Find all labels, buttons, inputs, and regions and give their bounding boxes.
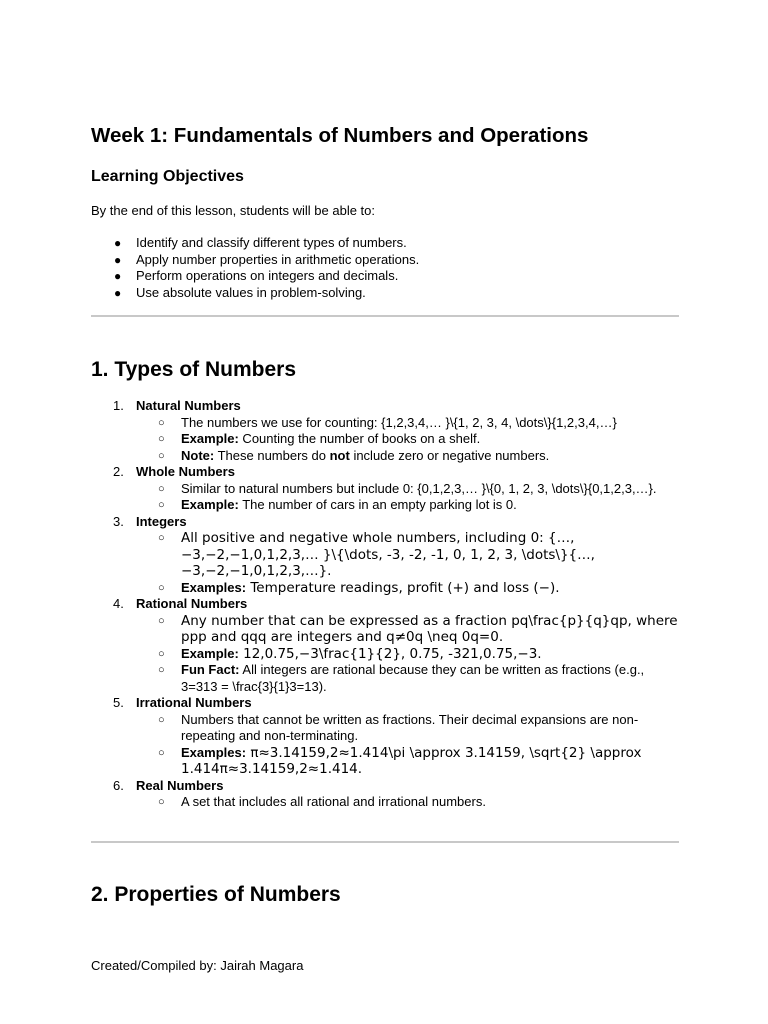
item-label: Real Numbers xyxy=(136,777,224,793)
page-title: Week 1: Fundamentals of Numbers and Operations xyxy=(91,124,589,147)
item-label: Integers xyxy=(136,513,187,529)
circle-bullet-icon: ○ xyxy=(158,532,165,544)
list-item: ● Perform operations on integers and decimals. xyxy=(114,268,399,283)
sub-item: ○ Numbers that cannot be written as fractions. Their decimal expansions are non-repeating and non-terminating. xyxy=(158,711,639,743)
list-item: 3. Integers ○ All positive and negative whole numbers, including 0: {…,−3,−2,−1,0,1,2,3,… }\{\dots, -3, -2, -1, 0, 1, 2, 3, \dots\}{…,−3,−2,−1,0,1,2,3,…}. ○ Examples: Temperature readings, profit (+) and loss (−). xyxy=(91,514,679,597)
objectives-intro: By the end of this lesson, students will be able to: xyxy=(91,203,376,218)
circle-bullet-icon: ○ xyxy=(158,713,165,726)
circle-bullet-icon: ○ xyxy=(158,416,165,429)
bullet-icon: ● xyxy=(114,236,122,250)
sub-item: ○ Examples: π≈3.14159,2≈1.414\pi \approx 3.14159, \sqrt{2} \approx 1.414π≈3.14159,2≈1.414. xyxy=(158,744,642,777)
list-item: 4. Rational Numbers ○ Any number that can be expressed as a fraction pq\frac{p}{q}qp, where ppp and qqq are integers and q≠0q \neq 0q=0. ○ Example: 12,0.75,−3\frac{1}{2}, 0.75, -321,0.75,−3. ○ Fun Fact: All integers are rational because they can be written as fractions (e.g., 3=313 = \frac{3}{1}3=13). xyxy=(113,596,678,694)
circle-bullet-icon: ○ xyxy=(158,581,165,594)
circle-bullet-icon: ○ xyxy=(158,746,165,759)
list-item: ● Identify and classify different types of numbers. xyxy=(114,235,407,250)
circle-bullet-icon: ○ xyxy=(158,499,165,511)
circle-bullet-icon: ○ xyxy=(158,664,165,676)
sub-item: ○ Any number that can be expressed as a fraction pq\frac{p}{q}qp, where ppp and qqq are integers and q≠0q \neq 0q=0. xyxy=(158,612,678,645)
bullet-icon: ● xyxy=(114,252,122,267)
sub-item: ○ Example: Counting the number of books on a shelf. xyxy=(158,431,481,446)
sub-item: ○ Fun Fact: All integers are rational because they can be written as fractions (e.g., 3=313 = \frac{3}{1}3=13). xyxy=(158,662,645,694)
item-label: Irrational Numbers xyxy=(136,695,252,710)
divider xyxy=(91,841,679,843)
footer-credit: Created/Compiled by: Jairah Magara xyxy=(91,958,304,973)
divider xyxy=(91,315,679,317)
list-item: ● Apply number properties in arithmetic operations. xyxy=(114,251,420,267)
sub-item: ○ The numbers we use for counting: {1,2,3,4,… }\{1, 2, 3, 4, \dots\}{1,2,3,4,…} xyxy=(158,414,617,430)
sub-item: ○ Note: These numbers do not include zero or negative numbers. xyxy=(158,447,550,463)
list-item: 2. Whole Numbers ○ Similar to natural numbers but include 0: {0,1,2,3,… }\{0, 1, 2, 3, \dots\}{0,1,2,3,…}. ○ Example: The number of cars in an empty parking lot is 0. xyxy=(91,464,679,514)
circle-bullet-icon: ○ xyxy=(158,482,165,495)
list-item: 5. Irrational Numbers ○ Numbers that cannot be written as fractions. Their decimal expansions are non-repeating and non-terminating. ○ Examples: π≈3.14159,2≈1.414\pi \approx 3.14159, \sqrt{2} \approx 1.414π≈3.14159,2≈1.414. xyxy=(91,695,679,778)
circle-bullet-icon: ○ xyxy=(158,449,165,462)
objectives-heading: Learning Objectives xyxy=(91,168,244,185)
list-item: ● Use absolute values in problem-solving. xyxy=(114,284,366,300)
sub-item: ○ Example: 12,0.75,−3\frac{1}{2}, 0.75, -321,0.75,−3. xyxy=(158,645,542,662)
sub-item: ○ Example: The number of cars in an empty parking lot is 0. xyxy=(158,497,517,512)
sub-item: ○ All positive and negative whole numbers, including 0: {…,−3,−2,−1,0,1,2,3,… }\{\dots, -3, -2, -1, 0, 1, 2, 3, \dots\}{…,−3,−2,−1,0,1,2,3,…}. xyxy=(158,530,595,579)
sub-item: ○ A set that includes all rational and irrational numbers. xyxy=(158,794,486,809)
list-item: 1. Natural Numbers ○ The numbers we use for counting: {1,2,3,4,… }\{1, 2, 3, 4, \dots\}{1,2,3,4,…} ○ Example: Counting the number of books on a shelf. ○ Note: These numbers do not include zero or negative numbers. xyxy=(91,398,679,464)
list-item: 6. Real Numbers ○ A set that includes all rational and irrational numbers. xyxy=(91,778,679,811)
objectives-list xyxy=(91,235,419,301)
section-heading-properties: 2. Properties of Numbers xyxy=(91,883,341,906)
item-label: Whole Numbers xyxy=(136,464,235,479)
circle-bullet-icon: ○ xyxy=(158,796,165,808)
section-heading-types: 1. Types of Numbers xyxy=(91,358,296,381)
bullet-icon: ● xyxy=(114,285,122,300)
circle-bullet-icon: ○ xyxy=(158,433,165,445)
bullet-icon: ● xyxy=(114,269,122,283)
types-list xyxy=(91,398,679,811)
sub-item: ○ Similar to natural numbers but include 0: {0,1,2,3,… }\{0, 1, 2, 3, \dots\}{0,1,2,3,…}. xyxy=(158,480,657,496)
item-label: Rational Numbers xyxy=(136,596,248,611)
item-label: Natural Numbers xyxy=(136,398,241,413)
sub-item: ○ Examples: Temperature readings, profit (+) and loss (−). xyxy=(158,579,560,596)
circle-bullet-icon: ○ xyxy=(158,614,165,627)
circle-bullet-icon: ○ xyxy=(158,647,165,660)
